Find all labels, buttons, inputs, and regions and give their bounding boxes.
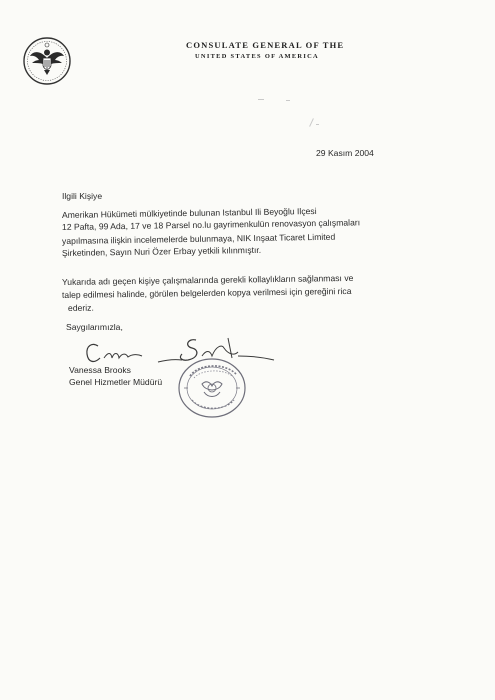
paragraph-1-line: Şirketinden, Sayın Nuri Özer Erbay yetkili kılınmıştır. (61, 244, 262, 258)
paragraph-1-line: Amerikan Hükümeti mülkiyetinde bulunan Istanbul Ili Beyoğlu Ilçesi (61, 206, 317, 220)
paragraph-2-line: Yukarıda adı geçen kişiye çalışmalarında gerekli kollaylıkların sağlanması ve (61, 272, 354, 287)
letter-date: 29 Kasım 2004 (316, 148, 374, 158)
scan-speck (286, 100, 290, 101)
signer-title: Genel Hizmetler Müdürü (69, 377, 163, 387)
letterhead-title: CONSULATE GENERAL OF THE (186, 40, 345, 50)
scan-speck (258, 99, 264, 100)
scan-speck (309, 118, 314, 127)
salutation: Ilgili Kişiye (62, 191, 103, 201)
consulate-round-stamp (174, 354, 248, 420)
paragraph-2-line: talep edilmesi halinde, görülen belgelerden kopya verilmesi için gereğini rica (61, 285, 352, 300)
great-seal-eagle-icon (22, 36, 72, 86)
scan-speck (316, 124, 319, 125)
paragraph-2-line: ederiz. (67, 302, 94, 313)
letterhead-subtitle: UNITED STATES OF AMERICA (195, 53, 319, 60)
paragraph-1-line: yapılmasına ilişkin incelemelerde bulunmaya, NIK Inşaat Ticaret Limited (61, 231, 336, 246)
signer-name: Vanessa Brooks (69, 365, 131, 375)
paragraph-1-line: 12 Pafta, 99 Ada, 17 ve 18 Parsel no.lu gayrimenkulün renovasyon çalışmaları (61, 217, 361, 232)
closing: Saygılarımızla, (66, 322, 123, 332)
